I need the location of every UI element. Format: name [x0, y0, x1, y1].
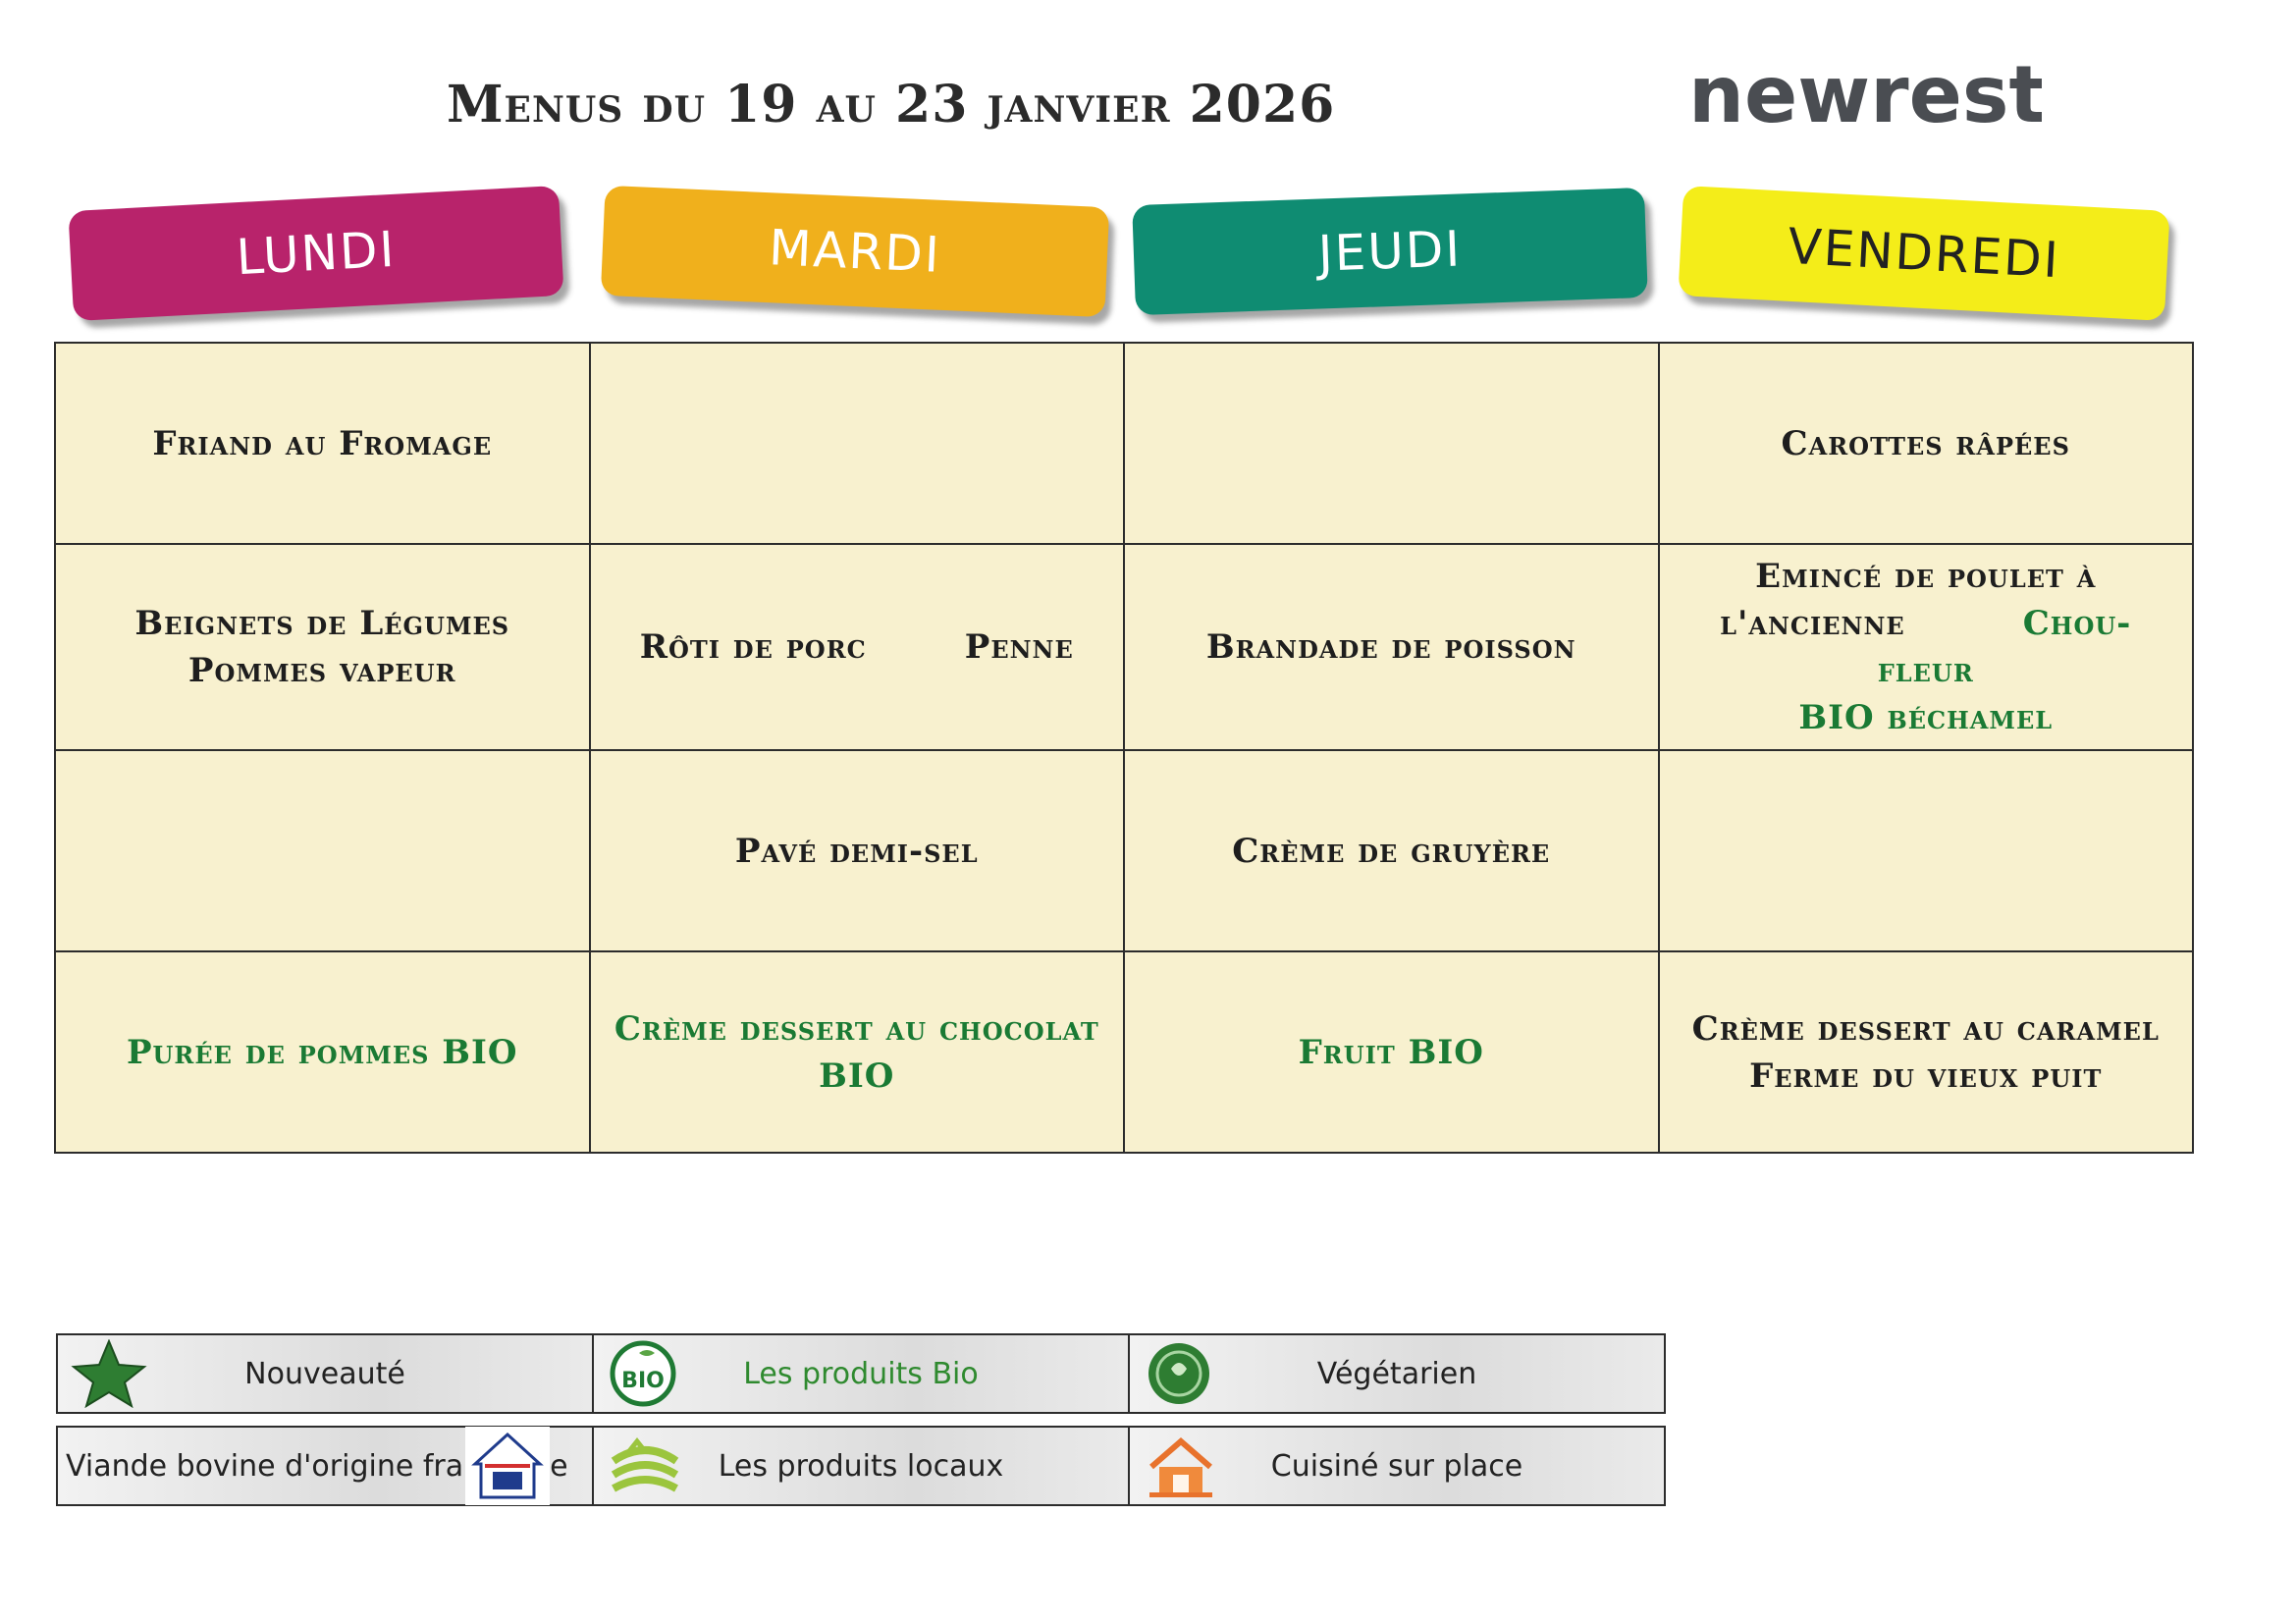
menu-cell	[55, 343, 590, 544]
menu-cell	[1124, 951, 1659, 1153]
newrest-logo	[1688, 51, 2042, 139]
dish-name: Carottes râpées	[1781, 423, 2070, 463]
viande-bovine-francaise-icon	[465, 1427, 550, 1505]
menu-row-entree	[55, 343, 2193, 544]
menu-row-fromage	[55, 750, 2193, 951]
legend-label: Les produits Bio	[743, 1356, 979, 1391]
legend-item-bio	[593, 1334, 1129, 1413]
menu-cell	[55, 750, 590, 951]
bio-label: BIO	[819, 1055, 895, 1096]
menu-cell	[55, 544, 590, 750]
dish-name-bio: Chou-fleur	[1877, 604, 2132, 690]
menu-cell	[590, 544, 1125, 750]
dish-name: Ferme du vieux puit	[1749, 1055, 2103, 1096]
dish-name: Emincé de poulet à	[1755, 557, 2097, 596]
legend-row-1	[56, 1333, 1666, 1414]
dish-name: Brandade de poisson	[1205, 627, 1576, 667]
dish-name: Rôti de porc	[639, 627, 867, 667]
menu-cell	[1659, 750, 2194, 951]
menu-row-plat	[55, 544, 2193, 750]
local-products-icon	[606, 1432, 684, 1500]
legend-label: Nouveauté	[244, 1356, 405, 1391]
legend-item-cuisine-sur-place	[1129, 1427, 1665, 1505]
dish-name-bio: Fruit BIO	[1298, 1032, 1484, 1072]
legend-label-tail: e	[550, 1448, 568, 1484]
house-icon	[1142, 1432, 1220, 1500]
legend-row-2	[56, 1426, 1666, 1506]
legend-item-viande-bovine	[57, 1427, 593, 1505]
vegetarian-icon	[1142, 1339, 1220, 1408]
svg-text:BIO: BIO	[621, 1369, 665, 1393]
dish-name: Friand au Fromage	[152, 423, 493, 463]
day-header-vendredi: VENDREDI	[1678, 186, 2169, 321]
day-header-jeudi: JEUDI	[1132, 188, 1648, 315]
legend-item-vegetarien	[1129, 1334, 1665, 1413]
menu-cell	[1659, 343, 2194, 544]
day-header-mardi: MARDI	[601, 186, 1109, 317]
day-header-lundi: LUNDI	[68, 186, 563, 321]
menu-cell	[1659, 544, 2194, 750]
dish-name: Crème dessert au caramel	[1691, 1008, 2160, 1049]
bio-icon	[606, 1339, 684, 1408]
logo-text: newrest	[1688, 51, 2042, 139]
menu-cell	[1124, 750, 1659, 951]
dish-name: Pavé demi-sel	[734, 831, 979, 871]
dish-name: Pommes vapeur	[187, 651, 456, 690]
dish-name: Beignets de Légumes	[134, 604, 510, 643]
legend-label: Viande bovine d'origine fra	[66, 1448, 464, 1484]
page-title: Menus du 19 au 23 janvier 2026	[447, 75, 1336, 135]
legend-item-nouveaute	[57, 1334, 593, 1413]
menu-cell	[590, 750, 1125, 951]
legend-item-locaux	[593, 1427, 1129, 1505]
dish-name-bio: Crème dessert au chocolat	[614, 1008, 1099, 1049]
menu-cell	[590, 951, 1125, 1153]
menu-cell	[1124, 343, 1659, 544]
star-icon	[70, 1339, 148, 1408]
menu-cell	[1659, 951, 2194, 1153]
dish-name-bio: Purée de pommes BIO	[126, 1032, 518, 1072]
legend-label: Les produits locaux	[718, 1448, 1004, 1484]
menu-cell	[590, 343, 1125, 544]
legend-label: Végétarien	[1316, 1356, 1477, 1391]
dish-name: Penne	[964, 627, 1074, 667]
dish-name: Crème de gruyère	[1232, 831, 1551, 871]
menu-grid	[54, 342, 2194, 1154]
dish-name-bio: béchamel	[1887, 698, 2054, 737]
menu-cell	[55, 951, 590, 1153]
dish-name: l'ancienne	[1720, 604, 1905, 643]
newrest-logo-mark	[1688, 51, 2042, 139]
bio-label: BIO	[1798, 698, 1875, 737]
legend-label: Cuisiné sur place	[1270, 1448, 1523, 1484]
menu-cell	[1124, 544, 1659, 750]
menu-row-dessert	[55, 951, 2193, 1153]
